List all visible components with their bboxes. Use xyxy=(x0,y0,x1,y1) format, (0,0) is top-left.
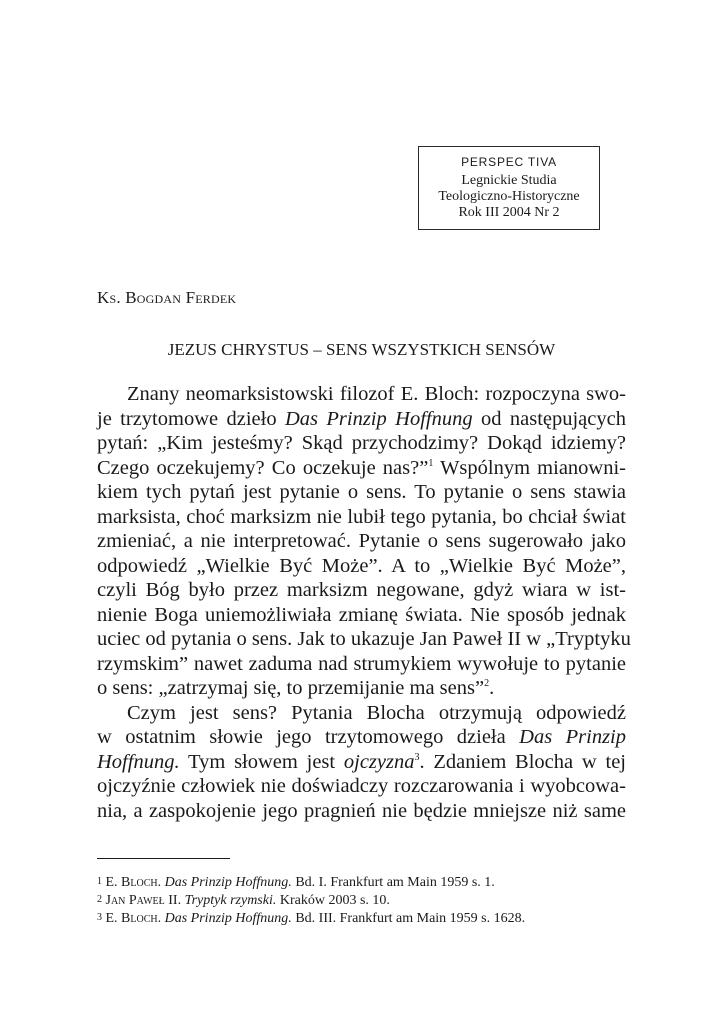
journal-subtitle: Legnickie Studia xyxy=(461,173,557,188)
body-line: Czego oczekujemy? Co oczekuje nas?”$^1$ Wspólnym mianowni- xyxy=(97,456,627,479)
journal-issue: Rok III 2004 Nr 2 xyxy=(458,205,560,220)
body-line: Hoffnung. Tym słowem jest ojczyzna$^3$. Zdaniem Blocha w tej xyxy=(97,750,626,773)
journal-name: PERSPEC TIVA xyxy=(461,155,557,169)
article-body xyxy=(97,382,631,823)
footnote-ref: 3 xyxy=(414,751,420,763)
footnotes xyxy=(97,874,626,928)
body-line: odpowiedź „Wielkie Być Może”. A to „Wielkie Być Może”, xyxy=(97,554,626,577)
body-line: uciec od pytania o sens. Jak to ukazuje Jan Paweł II w „Tryptyku xyxy=(97,628,631,650)
body-line: rzymskim” nawet zaduma nad strumykiem wywołuje to pytanie xyxy=(97,652,626,675)
footnote-divider xyxy=(97,858,230,859)
footnote: $^1$ E. Bloch. Das Prinzip Hoffnung. Bd. I. Frankfurt am Main 1959 s. 1. xyxy=(97,875,495,890)
journal-info-box xyxy=(418,146,600,230)
body-line: kiem tych pytań jest pytanie o sens. To pytanie o sens stawia xyxy=(97,481,626,503)
footnote-ref: 1 xyxy=(428,457,434,469)
body-line: pytań: „Kim jesteśmy? Skąd przychodzimy? Dokąd idziemy? xyxy=(97,432,626,454)
footnote-ref: 2 xyxy=(484,678,490,689)
author-name: Ks. Bogdan Ferdek xyxy=(97,288,237,307)
footnote: $^3$ E. Bloch. Das Prinzip Hoffnung. Bd. III. Frankfurt am Main 1959 s. 1628. xyxy=(97,911,526,926)
body-line: czyli Bóg było przez marksizm negowane, gdyż wiara w ist- xyxy=(97,579,626,601)
body-line: nia, a zaspokojenie jego pragnień nie będzie mniejsze niż same xyxy=(97,799,626,822)
article-title: JEZUS CHRYSTUS – SENS WSZYSTKICH SENSÓW xyxy=(167,340,556,359)
body-line: ojczyźnie człowiek nie doświadczy rozczarowania i wyobcowa- xyxy=(97,775,626,797)
footnote: $^2$ Jan Paweł II. Tryptyk rzymski. Kraków 2003 s. 10. xyxy=(97,893,390,908)
body-line: w ostatnim słowie jego trzytomowego dzieła Das Prinzip xyxy=(97,726,626,748)
body-line: nienie Boga uniemożliwiała zmianę świata. Nie sposób jednak xyxy=(97,603,626,626)
body-line: marksista, choć marksizm nie lubił tego pytania, bo chciał świat xyxy=(97,505,626,528)
body-line: zmieniać, a nie interpretować. Pytanie o sens sugerowało jako xyxy=(97,530,626,552)
body-line: je trzytomowe dzieło Das Prinzip Hoffnung od następujących xyxy=(97,407,626,430)
body-line: Znany neomarksistowski filozof E. Bloch: rozpoczyna swo- xyxy=(127,383,626,405)
body-line: o sens: „zatrzymaj się, to przemijanie ma sens”$^2$. xyxy=(97,677,495,699)
journal-subtitle-2: Teologiczno-Historyczne xyxy=(438,189,580,204)
body-line: Czym jest sens? Pytania Blocha otrzymują odpowiedź xyxy=(127,701,626,724)
